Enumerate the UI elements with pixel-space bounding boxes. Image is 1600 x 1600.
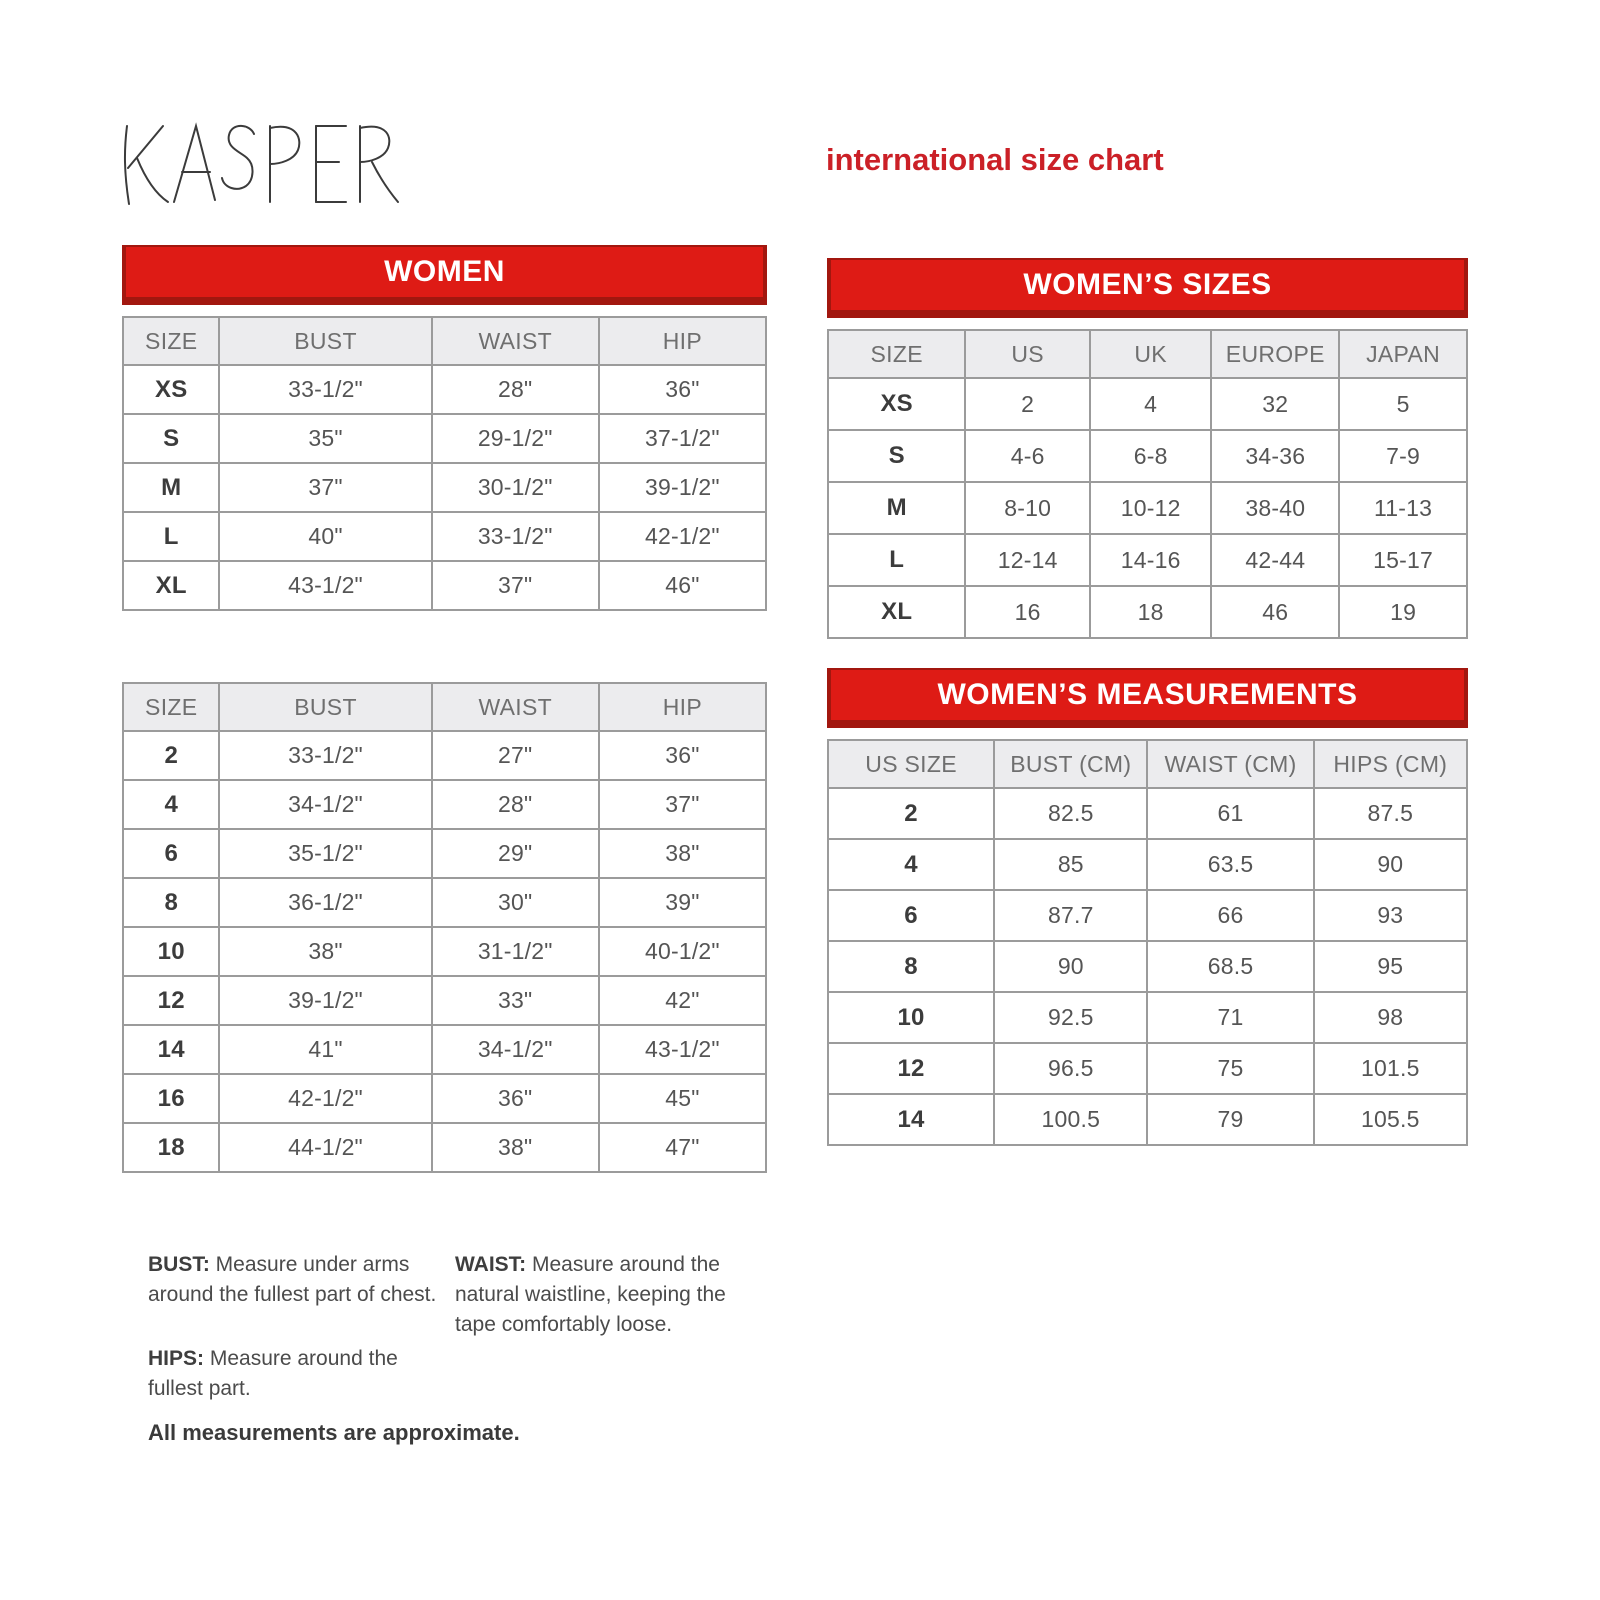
value-cell: 37" <box>219 463 431 512</box>
column-header: BUST <box>219 683 431 731</box>
value-cell: 8-10 <box>965 482 1090 534</box>
value-cell: 42" <box>599 976 766 1025</box>
size-cell: 18 <box>123 1123 219 1172</box>
hips-note-text: Measure around the fullest part. <box>148 1347 398 1400</box>
column-header: HIP <box>599 683 766 731</box>
column-header: EUROPE <box>1211 330 1339 378</box>
value-cell: 15-17 <box>1339 534 1467 586</box>
value-cell: 34-36 <box>1211 430 1339 482</box>
table-row <box>123 731 766 780</box>
table-row <box>828 992 1467 1043</box>
womens-measurements-table <box>827 739 1468 1146</box>
bust-note-label: BUST: <box>148 1253 216 1276</box>
womens-measurements-banner: WOMEN’S MEASUREMENTS <box>827 668 1468 728</box>
size-cell: M <box>123 463 219 512</box>
column-header: SIZE <box>828 330 965 378</box>
column-header: US <box>965 330 1090 378</box>
table-row <box>828 482 1467 534</box>
table-row <box>828 378 1467 430</box>
value-cell: 37" <box>599 780 766 829</box>
womens-sizes-table <box>827 329 1468 639</box>
measuring-notes <box>148 1250 788 1470</box>
value-cell: 29" <box>432 829 599 878</box>
column-header: SIZE <box>123 317 219 365</box>
value-cell: 101.5 <box>1314 1043 1467 1094</box>
size-cell: 12 <box>828 1043 994 1094</box>
size-cell: 2 <box>828 788 994 839</box>
header-row <box>828 740 1467 788</box>
column-header: US SIZE <box>828 740 994 788</box>
bust-note-text: Measure under arms around the fullest part of chest. <box>148 1253 437 1306</box>
value-cell: 36-1/2" <box>219 878 431 927</box>
value-cell: 36" <box>599 731 766 780</box>
women-alpha-table-block <box>122 245 767 611</box>
table-row <box>828 890 1467 941</box>
value-cell: 63.5 <box>1147 839 1313 890</box>
header-row <box>828 330 1467 378</box>
value-cell: 37" <box>432 561 599 610</box>
header-row <box>123 683 766 731</box>
value-cell: 39" <box>599 878 766 927</box>
value-cell: 30-1/2" <box>432 463 599 512</box>
value-cell: 4 <box>1090 378 1211 430</box>
column-header: BUST <box>219 317 431 365</box>
size-cell: S <box>123 414 219 463</box>
value-cell: 42-44 <box>1211 534 1339 586</box>
table-row <box>828 941 1467 992</box>
value-cell: 35" <box>219 414 431 463</box>
value-cell: 36" <box>432 1074 599 1123</box>
value-cell: 85 <box>994 839 1147 890</box>
bust-note <box>148 1250 456 1310</box>
value-cell: 46 <box>1211 586 1339 638</box>
value-cell: 47" <box>599 1123 766 1172</box>
value-cell: 61 <box>1147 788 1313 839</box>
size-cell: L <box>828 534 965 586</box>
table-row <box>123 512 766 561</box>
column-header: WAIST (CM) <box>1147 740 1313 788</box>
value-cell: 75 <box>1147 1043 1313 1094</box>
column-header: UK <box>1090 330 1211 378</box>
women-numeric-table-block <box>122 682 767 1173</box>
table-row <box>123 365 766 414</box>
value-cell: 31-1/2" <box>432 927 599 976</box>
value-cell: 44-1/2" <box>219 1123 431 1172</box>
value-cell: 87.7 <box>994 890 1147 941</box>
value-cell: 16 <box>965 586 1090 638</box>
value-cell: 35-1/2" <box>219 829 431 878</box>
value-cell: 36" <box>599 365 766 414</box>
header-row <box>123 317 766 365</box>
size-cell: 6 <box>828 890 994 941</box>
value-cell: 32 <box>1211 378 1339 430</box>
value-cell: 43-1/2" <box>599 1025 766 1074</box>
column-header: WAIST <box>432 317 599 365</box>
value-cell: 38" <box>599 829 766 878</box>
table-row <box>123 878 766 927</box>
size-cell: XS <box>828 378 965 430</box>
value-cell: 42-1/2" <box>599 512 766 561</box>
table-row <box>828 1043 1467 1094</box>
value-cell: 100.5 <box>994 1094 1147 1145</box>
size-cell: 14 <box>828 1094 994 1145</box>
value-cell: 46" <box>599 561 766 610</box>
value-cell: 2 <box>965 378 1090 430</box>
table-row <box>123 463 766 512</box>
size-cell: 14 <box>123 1025 219 1074</box>
value-cell: 87.5 <box>1314 788 1467 839</box>
size-cell: XL <box>828 586 965 638</box>
value-cell: 90 <box>1314 839 1467 890</box>
size-cell: 8 <box>828 941 994 992</box>
size-cell: 12 <box>123 976 219 1025</box>
value-cell: 105.5 <box>1314 1094 1467 1145</box>
women-banner: WOMEN <box>122 245 767 305</box>
value-cell: 4-6 <box>965 430 1090 482</box>
value-cell: 43-1/2" <box>219 561 431 610</box>
value-cell: 39-1/2" <box>599 463 766 512</box>
size-cell: 4 <box>828 839 994 890</box>
waist-note-label: WAIST: <box>455 1253 532 1276</box>
column-header: HIPS (CM) <box>1314 740 1467 788</box>
value-cell: 79 <box>1147 1094 1313 1145</box>
table-row <box>123 1025 766 1074</box>
disclaimer-note: All measurements are approximate. <box>148 1420 520 1445</box>
kasper-logo <box>118 118 408 214</box>
table-row <box>123 1074 766 1123</box>
value-cell: 40" <box>219 512 431 561</box>
value-cell: 40-1/2" <box>599 927 766 976</box>
table-row <box>123 414 766 463</box>
size-cell: 8 <box>123 878 219 927</box>
column-header: JAPAN <box>1339 330 1467 378</box>
table-row <box>828 839 1467 890</box>
column-header: HIP <box>599 317 766 365</box>
value-cell: 30" <box>432 878 599 927</box>
table-row <box>123 561 766 610</box>
value-cell: 38-40 <box>1211 482 1339 534</box>
table-row <box>828 586 1467 638</box>
value-cell: 27" <box>432 731 599 780</box>
value-cell: 33-1/2" <box>219 365 431 414</box>
value-cell: 18 <box>1090 586 1211 638</box>
value-cell: 33-1/2" <box>432 512 599 561</box>
value-cell: 39-1/2" <box>219 976 431 1025</box>
kasper-logo-icon <box>118 118 408 214</box>
column-header: BUST (CM) <box>994 740 1147 788</box>
value-cell: 28" <box>432 365 599 414</box>
value-cell: 38" <box>219 927 431 976</box>
value-cell: 92.5 <box>994 992 1147 1043</box>
table-row <box>123 829 766 878</box>
value-cell: 68.5 <box>1147 941 1313 992</box>
value-cell: 71 <box>1147 992 1313 1043</box>
value-cell: 93 <box>1314 890 1467 941</box>
womens-measurements-table-block <box>827 668 1468 1146</box>
value-cell: 34-1/2" <box>432 1025 599 1074</box>
value-cell: 95 <box>1314 941 1467 992</box>
value-cell: 5 <box>1339 378 1467 430</box>
value-cell: 10-12 <box>1090 482 1211 534</box>
table-row <box>123 1123 766 1172</box>
size-cell: XS <box>123 365 219 414</box>
table-row <box>123 976 766 1025</box>
value-cell: 7-9 <box>1339 430 1467 482</box>
value-cell: 33-1/2" <box>219 731 431 780</box>
value-cell: 28" <box>432 780 599 829</box>
column-header: WAIST <box>432 683 599 731</box>
size-cell: 4 <box>123 780 219 829</box>
value-cell: 66 <box>1147 890 1313 941</box>
size-cell: L <box>123 512 219 561</box>
value-cell: 19 <box>1339 586 1467 638</box>
women-numeric-table <box>122 682 767 1173</box>
value-cell: 42-1/2" <box>219 1074 431 1123</box>
table-row <box>828 788 1467 839</box>
table-row <box>828 534 1467 586</box>
waist-note <box>455 1250 743 1340</box>
womens-sizes-banner: WOMEN’S SIZES <box>827 258 1468 318</box>
value-cell: 98 <box>1314 992 1467 1043</box>
table-row <box>123 927 766 976</box>
size-cell: S <box>828 430 965 482</box>
value-cell: 82.5 <box>994 788 1147 839</box>
value-cell: 11-13 <box>1339 482 1467 534</box>
size-cell: 16 <box>123 1074 219 1123</box>
size-cell: XL <box>123 561 219 610</box>
size-cell: 10 <box>828 992 994 1043</box>
value-cell: 45" <box>599 1074 766 1123</box>
value-cell: 37-1/2" <box>599 414 766 463</box>
page-title: international size chart <box>826 142 1164 177</box>
size-cell: 2 <box>123 731 219 780</box>
waist-note-text: Measure around the natural waistline, keeping the tape comfortably loose. <box>455 1253 726 1336</box>
table-row <box>123 780 766 829</box>
size-cell: M <box>828 482 965 534</box>
value-cell: 90 <box>994 941 1147 992</box>
hips-note <box>148 1344 400 1404</box>
value-cell: 33" <box>432 976 599 1025</box>
value-cell: 29-1/2" <box>432 414 599 463</box>
women-alpha-table <box>122 316 767 611</box>
size-cell: 6 <box>123 829 219 878</box>
table-row <box>828 1094 1467 1145</box>
column-header: SIZE <box>123 683 219 731</box>
value-cell: 38" <box>432 1123 599 1172</box>
size-cell: 10 <box>123 927 219 976</box>
value-cell: 34-1/2" <box>219 780 431 829</box>
table-row <box>828 430 1467 482</box>
womens-sizes-table-block <box>827 258 1468 639</box>
value-cell: 14-16 <box>1090 534 1211 586</box>
value-cell: 12-14 <box>965 534 1090 586</box>
value-cell: 6-8 <box>1090 430 1211 482</box>
hips-note-label: HIPS: <box>148 1347 210 1370</box>
value-cell: 96.5 <box>994 1043 1147 1094</box>
value-cell: 41" <box>219 1025 431 1074</box>
